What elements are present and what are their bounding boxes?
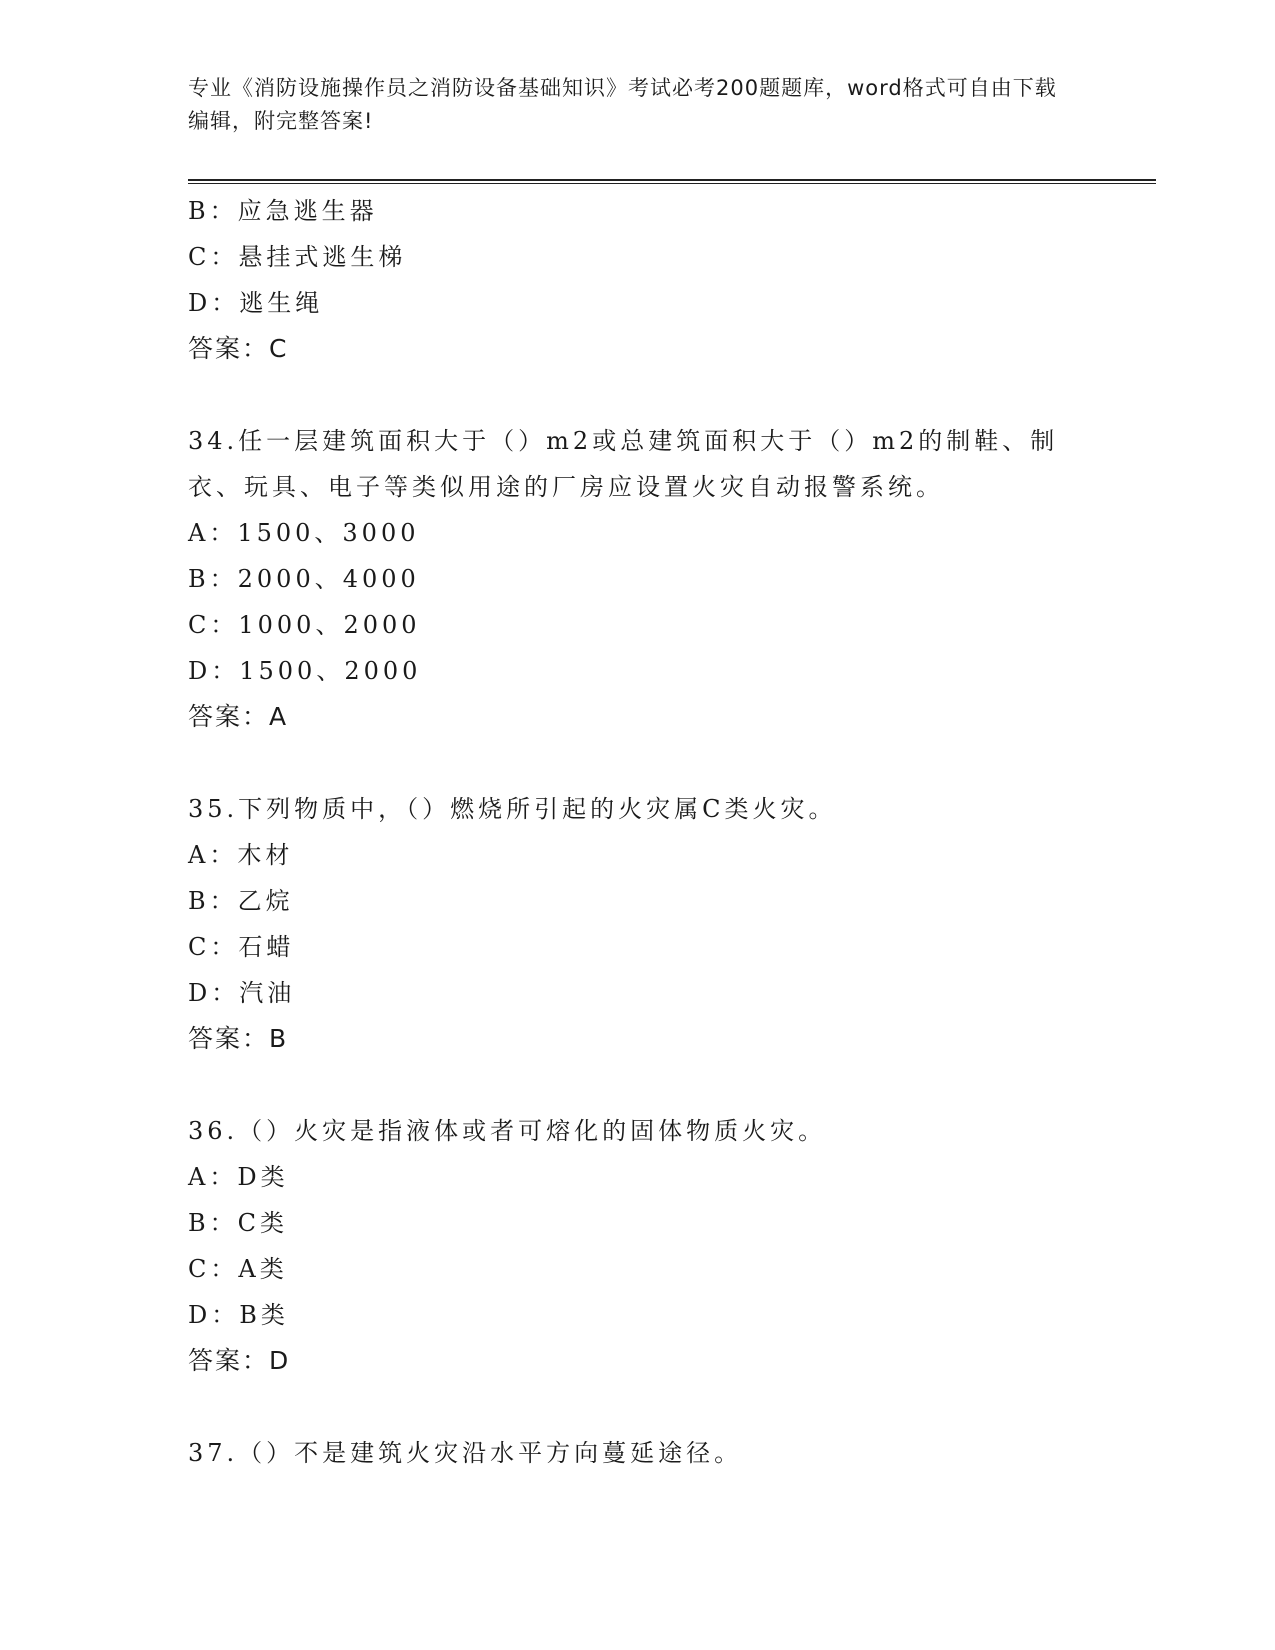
answer-label: 答案：A [188, 702, 289, 731]
question-34 [188, 418, 1088, 740]
question-text: 34.任一层建筑面积大于（）m2或总建筑面积大于（）m2的制鞋、制衣、玩具、电子等类似用途的厂房应设置火灾自动报警系统。 [188, 427, 1059, 501]
option-c: C：悬挂式逃生梯 [188, 243, 407, 271]
option-d: D：B类 [188, 1301, 289, 1329]
option-a: A：1500、3000 [188, 519, 420, 547]
option-b: B：乙烷 [188, 887, 294, 915]
answer-label: 答案：D [188, 1346, 291, 1375]
option-d: D：汽油 [188, 979, 296, 1007]
answer-label: 答案：C [188, 334, 289, 363]
option-d: D：1500、2000 [188, 657, 422, 685]
option-a: A：木材 [188, 841, 294, 869]
continued-question [188, 188, 1088, 372]
question-list [188, 188, 1088, 1476]
option-c: C：1000、2000 [188, 611, 421, 639]
option-b: B：2000、4000 [188, 565, 420, 593]
question-text: 37.（）不是建筑火灾沿水平方向蔓延途径。 [188, 1439, 743, 1467]
option-d: D：逃生绳 [188, 289, 324, 317]
option-c: C：A类 [188, 1255, 288, 1283]
option-a: A：D类 [188, 1163, 289, 1191]
answer-label: 答案：B [188, 1024, 289, 1053]
question-36 [188, 1108, 1088, 1384]
header-divider [188, 179, 1156, 184]
option-b: B：C类 [188, 1209, 288, 1237]
question-text: 35.下列物质中，（）燃烧所引起的火灾属C类火灾。 [188, 795, 837, 823]
option-c: C：石蜡 [188, 933, 295, 961]
option-b: B：应急逃生器 [188, 197, 378, 225]
page-header: 专业《消防设施操作员之消防设备基础知识》考试必考200题题库，word格式可自由下载编辑，附完整答案! [188, 76, 1057, 133]
question-text: 36.（）火灾是指液体或者可熔化的固体物质火灾。 [188, 1117, 827, 1145]
question-35 [188, 786, 1088, 1062]
question-37 [188, 1430, 1088, 1476]
